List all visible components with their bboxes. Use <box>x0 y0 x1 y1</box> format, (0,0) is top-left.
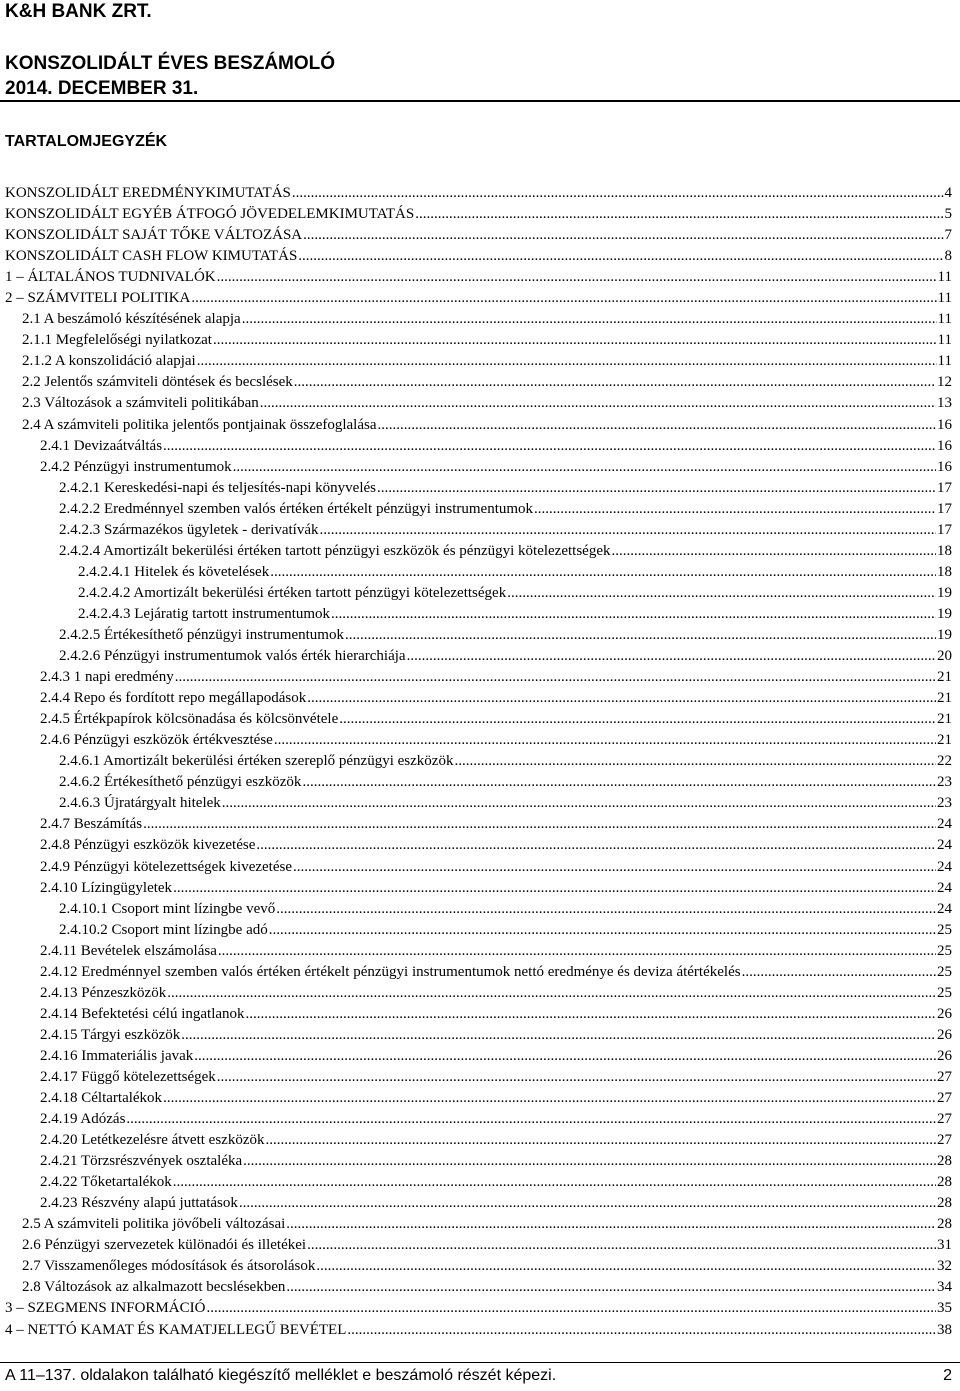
toc-entry-page: 18 <box>937 542 952 559</box>
toc-entry-page: 26 <box>937 1047 952 1064</box>
toc-entry-title: 2.4.2.1 Kereskedési-napi és teljesítés-napi könyvelés <box>59 479 376 496</box>
toc-entry[interactable] <box>0 1130 960 1151</box>
toc-entry-page: 27 <box>937 1068 952 1085</box>
toc-entry-page: 11 <box>937 290 952 307</box>
toc-leader-dots <box>320 520 937 541</box>
toc-entry[interactable] <box>0 1256 960 1277</box>
toc-leader-dots <box>345 625 936 646</box>
toc-entry-title: 2.4.7 Beszámítás <box>40 816 143 833</box>
toc-leader-dots <box>270 562 936 583</box>
toc-entry-title: 2.4.4 Repo és fordított repo megállapodások <box>40 690 307 707</box>
toc-entry-title: 2.1 A beszámoló készítésének alapja <box>22 311 241 328</box>
toc-entry-page: 38 <box>937 1321 952 1338</box>
toc-entry-title: 2.4.8 Pénzügyi eszközök kivezetése <box>40 837 256 854</box>
toc-entry-page: 16 <box>937 437 952 454</box>
toc-leader-dots <box>407 646 936 667</box>
toc-entry[interactable] <box>0 899 960 920</box>
toc-leader-dots <box>331 604 936 625</box>
toc-entry[interactable] <box>0 1298 960 1319</box>
toc-entry-title: 2.4.11 Bevételek elszámolása <box>40 942 217 959</box>
toc-leader-dots <box>194 1046 936 1067</box>
toc-entry-page: 11 <box>937 332 952 349</box>
toc-entry-page: 24 <box>937 879 952 896</box>
toc-entry-title: 2.8 Változások az alkalmazott becslésekben <box>22 1279 286 1296</box>
toc-entry[interactable] <box>0 625 960 646</box>
toc-leader-dots <box>415 204 943 225</box>
toc-entry-page: 25 <box>937 921 952 938</box>
toc-entry[interactable] <box>0 1172 960 1193</box>
toc-entry[interactable] <box>0 962 960 983</box>
toc-entry-page: 31 <box>937 1237 952 1254</box>
toc-leader-dots <box>239 1193 936 1214</box>
toc-entry[interactable] <box>0 499 960 520</box>
toc-entry[interactable] <box>0 1109 960 1130</box>
toc-entry-page: 27 <box>937 1132 952 1149</box>
toc-leader-dots <box>303 225 943 246</box>
toc-entry[interactable] <box>0 1151 960 1172</box>
table-of-contents <box>0 183 960 1341</box>
toc-entry[interactable] <box>0 1046 960 1067</box>
toc-entry-title: 2.4.15 Tárgyi eszközök <box>40 1026 181 1043</box>
toc-leader-dots <box>163 436 936 457</box>
toc-leader-dots <box>246 1004 936 1025</box>
toc-entry[interactable] <box>0 709 960 730</box>
toc-leader-dots <box>243 1151 936 1172</box>
toc-entry-title: 2.1.1 Megfelelőségi nyilatkozat <box>22 332 212 349</box>
toc-entry-page: 24 <box>937 900 952 917</box>
toc-leader-dots <box>233 457 936 478</box>
toc-entry-page: 17 <box>937 500 952 517</box>
toc-entry-page: 7 <box>944 227 952 244</box>
toc-entry-page: 23 <box>937 774 952 791</box>
toc-leader-dots <box>269 920 936 941</box>
toc-entry[interactable] <box>0 267 960 288</box>
toc-entry-title: 2.4.16 Immateriális javak <box>40 1047 194 1064</box>
toc-entry-title: 2.4.2.4.2 Amortizált bekerülési értéken tartott pénzügyi kötelezettségek <box>78 584 507 601</box>
toc-entry-page: 13 <box>937 395 952 412</box>
toc-entry-page: 23 <box>937 795 952 812</box>
toc-leader-dots <box>126 1109 936 1130</box>
toc-leader-dots <box>217 267 937 288</box>
toc-entry-page: 27 <box>937 1111 952 1128</box>
toc-entry[interactable] <box>0 393 960 414</box>
toc-entry-title: 2.4.2.4.3 Lejáratig tartott instrumentumok <box>78 605 331 622</box>
toc-leader-dots <box>507 583 936 604</box>
toc-entry-page: 26 <box>937 1005 952 1022</box>
toc-entry-page: 19 <box>937 626 952 643</box>
toc-entry-page: 24 <box>937 858 952 875</box>
footer-note: A 11–137. oldalakon található kiegészítő melléklet e beszámoló részét képezi. <box>5 1367 557 1384</box>
toc-entry[interactable] <box>0 288 960 309</box>
toc-entry[interactable] <box>0 983 960 1004</box>
toc-entry-title: 2.4.23 Részvény alapú juttatások <box>40 1195 238 1212</box>
toc-entry-title: 2.4.9 Pénzügyi kötelezettségek kivezetése <box>40 858 292 875</box>
toc-leader-dots <box>175 667 936 688</box>
toc-entry-page: 26 <box>937 1026 952 1043</box>
toc-entry[interactable] <box>0 730 960 751</box>
toc-entry-page: 11 <box>937 311 952 328</box>
toc-leader-dots <box>286 1277 936 1298</box>
toc-leader-dots <box>173 1172 936 1193</box>
toc-entry-title: 2.4.2.4 Amortizált bekerülési értéken tartott pénzügyi eszközök és pénzügyi kötelezettségek <box>59 542 611 559</box>
toc-entry[interactable] <box>0 604 960 625</box>
toc-entry[interactable] <box>0 857 960 878</box>
document-header <box>5 0 335 100</box>
toc-leader-dots <box>206 1298 936 1319</box>
toc-entry-page: 21 <box>937 690 952 707</box>
toc-entry[interactable] <box>0 330 960 351</box>
toc-entry-title: 2.4.6.2 Értékesíthető pénzügyi eszközök <box>59 774 302 791</box>
toc-heading: TARTALOMJEGYZÉK <box>5 133 168 150</box>
toc-entry-page: 34 <box>937 1279 952 1296</box>
toc-entry[interactable] <box>0 204 960 225</box>
toc-leader-dots <box>292 183 944 204</box>
toc-leader-dots <box>276 899 936 920</box>
toc-entry-title: 2.4.10.1 Csoport mint lízingbe vevő <box>59 900 276 917</box>
toc-leader-dots <box>534 499 936 520</box>
toc-entry-title: 2.4.12 Eredménnyel szemben valós értéken értékelt pénzügyi instrumentumok nettó eredménye és deviza átértékelés <box>40 963 741 980</box>
toc-entry[interactable] <box>0 1004 960 1025</box>
toc-leader-dots <box>163 1088 936 1109</box>
toc-entry-title: 2.4.6.3 Újratárgyalt hitelek <box>59 795 221 812</box>
toc-entry-page: 25 <box>937 942 952 959</box>
toc-leader-dots <box>181 1025 936 1046</box>
toc-leader-dots <box>316 1256 936 1277</box>
toc-entry-title: 2.7 Visszamenőleges módosítások és átsorolások <box>22 1258 316 1275</box>
toc-entry-title: 2.4.19 Adózás <box>40 1111 126 1128</box>
toc-entry-page: 8 <box>944 248 952 265</box>
toc-leader-dots <box>298 246 943 267</box>
toc-leader-dots <box>197 351 937 372</box>
toc-leader-dots <box>265 1130 936 1151</box>
toc-entry-title: 2.4.10.2 Csoport mint lízingbe adó <box>59 921 268 938</box>
toc-entry-title: 2.4.2.6 Pénzügyi instrumentumok valós érték hierarchiája <box>59 648 406 665</box>
toc-leader-dots <box>302 772 936 793</box>
toc-entry-title: KONSZOLIDÁLT EREDMÉNYKIMUTATÁS <box>5 185 291 201</box>
toc-entry-page: 28 <box>937 1216 952 1233</box>
toc-entry[interactable] <box>0 667 960 688</box>
toc-entry[interactable] <box>0 1088 960 1109</box>
toc-entry-title: KONSZOLIDÁLT CASH FLOW KIMUTATÁS <box>5 248 298 265</box>
toc-leader-dots <box>218 941 936 962</box>
toc-entry[interactable] <box>0 478 960 499</box>
toc-entry-title: 2.4.21 Törzsrészvények osztaléka <box>40 1153 243 1170</box>
toc-entry-title: 2.4.2 Pénzügyi instrumentumok <box>40 458 232 475</box>
toc-entry-page: 20 <box>937 648 952 665</box>
toc-leader-dots <box>286 1214 936 1235</box>
toc-entry[interactable] <box>0 646 960 667</box>
toc-entry-title: 2.4.13 Pénzeszközök <box>40 984 167 1001</box>
toc-entry-title: 2.4.18 Céltartalékok <box>40 1090 163 1107</box>
toc-entry[interactable] <box>0 1214 960 1235</box>
toc-entry-page: 11 <box>937 353 952 370</box>
toc-entry[interactable] <box>0 1067 960 1088</box>
toc-entry-page: 16 <box>937 458 952 475</box>
toc-leader-dots <box>454 751 936 772</box>
toc-entry-title: 2.4.5 Értékpapírok kölcsönadása és kölcsönvétele <box>40 711 339 728</box>
toc-entry[interactable] <box>0 793 960 814</box>
toc-entry-page: 21 <box>937 669 952 686</box>
bank-name: K&H BANK ZRT. <box>5 1 152 22</box>
toc-entry-page: 19 <box>937 605 952 622</box>
toc-leader-dots <box>742 962 936 983</box>
toc-leader-dots <box>173 878 936 899</box>
toc-entry[interactable] <box>0 457 960 478</box>
toc-entry[interactable] <box>0 878 960 899</box>
toc-leader-dots <box>293 857 936 878</box>
toc-entry-title: 2.4.3 1 napi eredmény <box>40 669 174 686</box>
toc-leader-dots <box>378 415 936 436</box>
toc-entry-page: 24 <box>937 837 952 854</box>
footer-divider <box>0 1362 960 1363</box>
toc-entry-page: 22 <box>937 753 952 770</box>
toc-entry-title: 2.4.22 Tőketartalékok <box>40 1174 172 1191</box>
toc-entry-page: 25 <box>937 984 952 1001</box>
report-date: 2014. DECEMBER 31. <box>5 78 199 99</box>
toc-entry[interactable] <box>0 246 960 267</box>
toc-entry-title: 2.4.1 Devizaátváltás <box>40 437 163 454</box>
toc-entry-title: 1 – ÁLTALÁNOS TUDNIVALÓK <box>5 269 216 286</box>
toc-entry[interactable] <box>0 183 960 204</box>
toc-entry-page: 17 <box>937 521 952 538</box>
toc-entry-title: 2.4.2.4.1 Hitelek és követelések <box>78 563 270 580</box>
toc-entry-page: 21 <box>937 711 952 728</box>
toc-entry-title: 2.4.14 Befektetési célú ingatlanok <box>40 1005 245 1022</box>
toc-entry-title: 2.4.6.1 Amortizált bekerülési értéken szereplő pénzügyi eszközök <box>59 753 454 770</box>
toc-entry-page: 11 <box>937 269 952 286</box>
toc-entry-page: 32 <box>937 1258 952 1275</box>
toc-entry-page: 4 <box>944 185 952 201</box>
toc-entry-title: 3 – SZEGMENS INFORMÁCIÓ <box>5 1300 206 1317</box>
toc-entry[interactable] <box>0 583 960 604</box>
toc-entry[interactable] <box>0 772 960 793</box>
toc-leader-dots <box>307 688 936 709</box>
toc-entry-title: 2.4.10 Lízingügyletek <box>40 879 173 896</box>
toc-entry-title: 2.4.2.2 Eredménnyel szemben valós értéken értékelt pénzügyi instrumentumok <box>59 500 534 517</box>
toc-entry-title: 2.1.2 A konszolidáció alapjai <box>22 353 196 370</box>
toc-entry-title: 2.6 Pénzügyi szervezetek különadói és illetékei <box>22 1237 307 1254</box>
toc-entry[interactable] <box>0 436 960 457</box>
toc-entry[interactable] <box>0 688 960 709</box>
toc-entry[interactable] <box>0 541 960 562</box>
toc-leader-dots <box>222 793 936 814</box>
toc-entry[interactable] <box>0 520 960 541</box>
toc-leader-dots <box>347 1320 936 1341</box>
toc-entry-page: 28 <box>937 1153 952 1170</box>
toc-entry-page: 18 <box>937 563 952 580</box>
toc-entry-page: 24 <box>937 816 952 833</box>
toc-entry[interactable] <box>0 1235 960 1256</box>
toc-entry-page: 35 <box>937 1300 952 1317</box>
toc-entry-page: 28 <box>937 1174 952 1191</box>
toc-entry-page: 5 <box>944 206 952 223</box>
toc-entry-page: 25 <box>937 963 952 980</box>
toc-entry[interactable] <box>0 814 960 835</box>
toc-leader-dots <box>339 709 936 730</box>
toc-leader-dots <box>377 478 936 499</box>
toc-leader-dots <box>256 835 936 856</box>
toc-entry-title: 2.5 A számviteli politika jövőbeli változásai <box>22 1216 286 1233</box>
toc-entry-title: KONSZOLIDÁLT SAJÁT TŐKE VÁLTOZÁSA <box>5 227 303 244</box>
toc-entry[interactable] <box>0 920 960 941</box>
toc-entry[interactable] <box>0 225 960 246</box>
toc-entry-title: 2 – SZÁMVITELI POLITIKA <box>5 290 191 307</box>
toc-entry-page: 21 <box>937 732 952 749</box>
toc-entry[interactable] <box>0 372 960 393</box>
toc-entry-title: 2.4.6 Pénzügyi eszközök értékvesztése <box>40 732 273 749</box>
toc-leader-dots <box>274 730 936 751</box>
toc-leader-dots <box>143 814 936 835</box>
page-number: 2 <box>943 1367 952 1384</box>
toc-entry-page: 27 <box>937 1090 952 1107</box>
toc-entry-title: 2.2 Jelentős számviteli döntések és becslések <box>22 374 293 391</box>
toc-entry-page: 12 <box>937 374 952 391</box>
toc-entry-title: 2.4.2.5 Értékesíthető pénzügyi instrumentumok <box>59 626 344 643</box>
toc-entry-title: 2.4.17 Függő kötelezettségek <box>40 1068 216 1085</box>
toc-entry[interactable] <box>0 351 960 372</box>
toc-leader-dots <box>294 372 936 393</box>
toc-leader-dots <box>611 541 936 562</box>
toc-leader-dots <box>307 1235 936 1256</box>
toc-entry[interactable] <box>0 835 960 856</box>
report-title: KONSZOLIDÁLT ÉVES BESZÁMOLÓ <box>5 53 336 74</box>
toc-entry[interactable] <box>0 1277 960 1298</box>
toc-leader-dots <box>260 393 936 414</box>
toc-entry[interactable] <box>0 415 960 436</box>
toc-entry-page: 28 <box>937 1195 952 1212</box>
toc-leader-dots <box>167 983 936 1004</box>
toc-entry[interactable] <box>0 751 960 772</box>
header-divider <box>0 100 960 102</box>
toc-entry-title: 4 – NETTÓ KAMAT ÉS KAMATJELLEGŰ BEVÉTEL <box>5 1321 347 1338</box>
toc-entry-title: KONSZOLIDÁLT EGYÉB ÁTFOGÓ JÖVEDELEMKIMUTATÁS <box>5 206 415 223</box>
toc-entry[interactable] <box>0 309 960 330</box>
toc-leader-dots <box>213 330 937 351</box>
toc-entry-page: 19 <box>937 584 952 601</box>
toc-entry-title: 2.4.20 Letétkezelésre átvett eszközök <box>40 1132 265 1149</box>
toc-entry-title: 2.4 A számviteli politika jelentős pontjainak összefoglalása <box>22 416 377 433</box>
toc-entry-page: 16 <box>937 416 952 433</box>
toc-entry[interactable] <box>0 941 960 962</box>
toc-leader-dots <box>217 1067 936 1088</box>
toc-entry[interactable] <box>0 562 960 583</box>
toc-entry[interactable] <box>0 1320 960 1341</box>
toc-entry[interactable] <box>0 1193 960 1214</box>
toc-entry[interactable] <box>0 1025 960 1046</box>
toc-leader-dots <box>242 309 937 330</box>
toc-leader-dots <box>191 288 936 309</box>
toc-entry-title: 2.4.2.3 Származékos ügyletek - derivatívák <box>59 521 319 538</box>
toc-entry-page: 17 <box>937 479 952 496</box>
toc-entry-title: 2.3 Változások a számviteli politikában <box>22 395 259 412</box>
